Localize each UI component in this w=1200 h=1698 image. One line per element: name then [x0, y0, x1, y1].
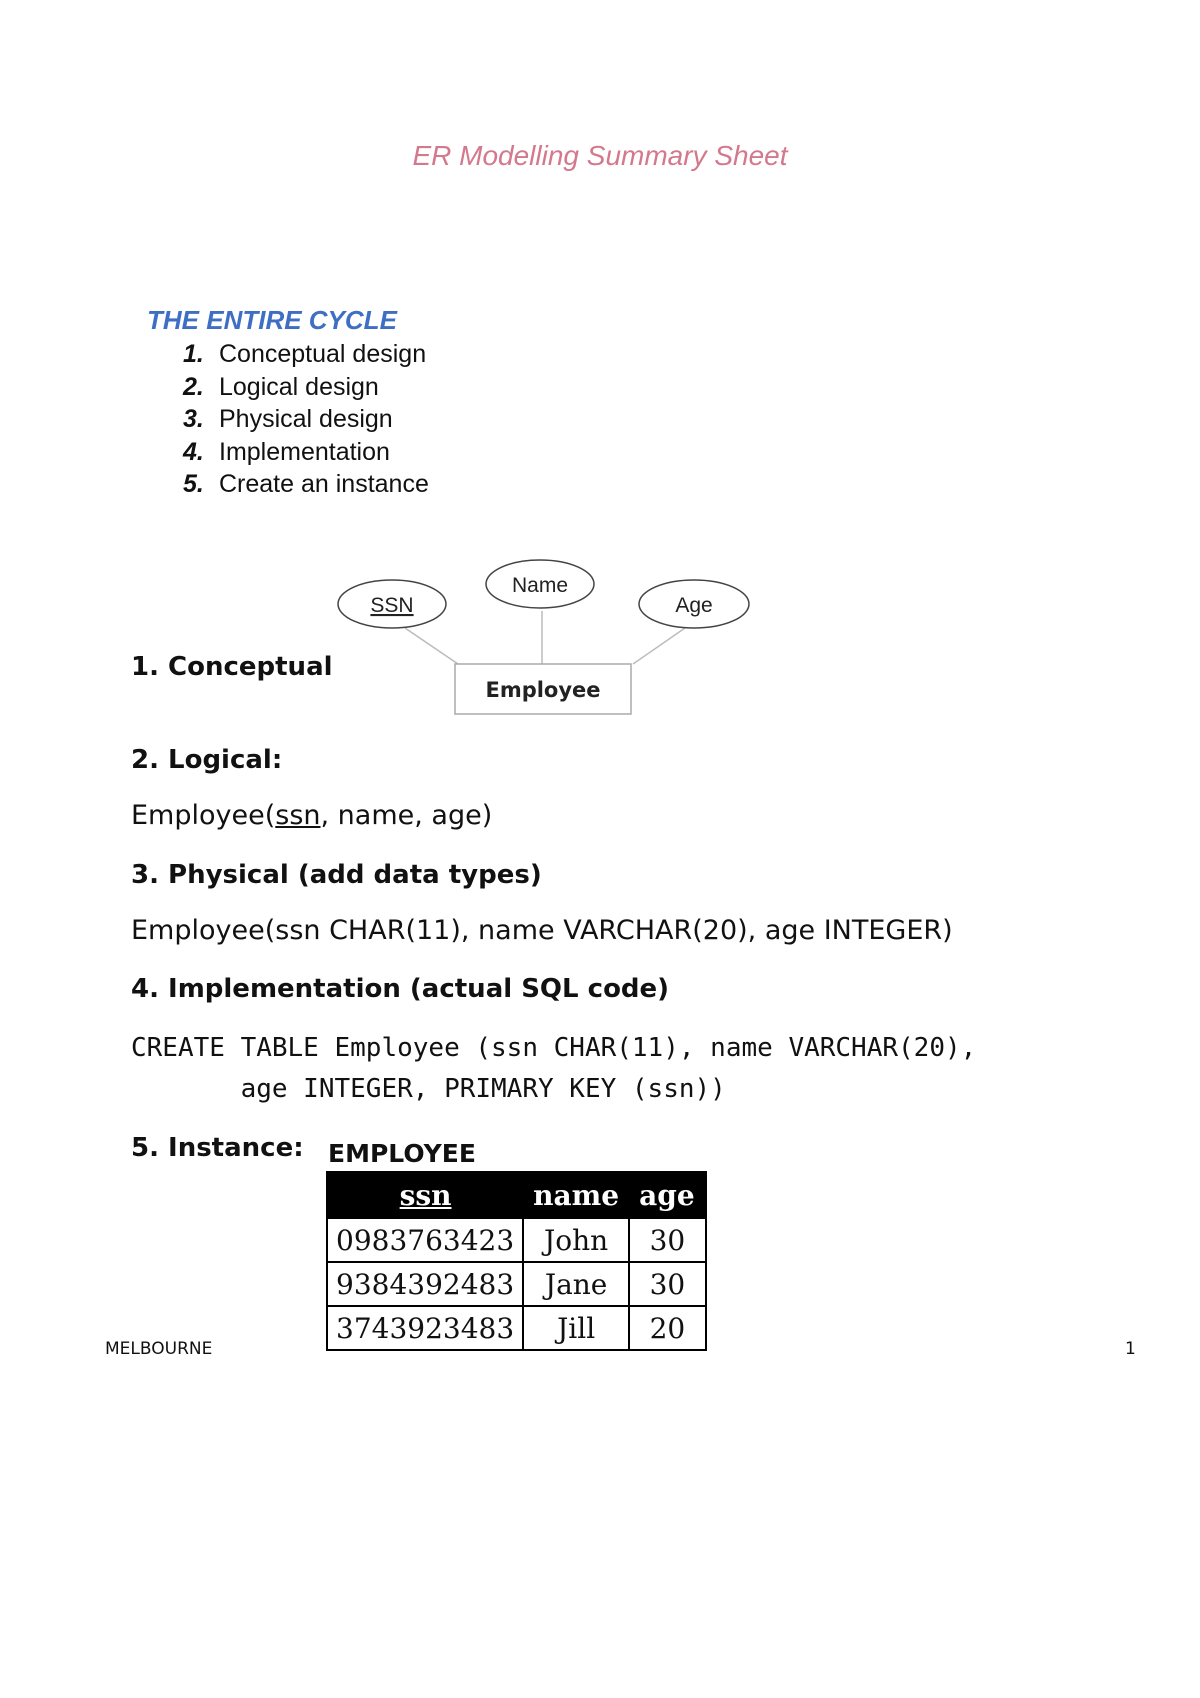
age-connector	[633, 628, 685, 664]
er-diagram	[330, 548, 770, 728]
ssn-attribute-label: SSN	[370, 594, 414, 617]
logical-prefix: Employee(	[131, 800, 276, 831]
table-header-row	[327, 1172, 706, 1218]
list-label: Physical design	[219, 405, 393, 433]
age-attribute-label: Age	[675, 594, 713, 617]
table-row	[327, 1262, 706, 1306]
logical-schema	[131, 800, 492, 831]
footer-left-text: MELBOURNE	[105, 1339, 213, 1359]
list-label: Create an instance	[219, 470, 429, 498]
employee-entity-label: Employee	[485, 678, 601, 702]
cell-name: Jill	[523, 1306, 629, 1350]
sql-code	[131, 1028, 976, 1110]
cell-ssn: 3743923483	[327, 1306, 523, 1350]
list-number: 5.	[183, 470, 204, 498]
list-item	[183, 371, 429, 404]
sql-line-1: CREATE TABLE Employee (ssn CHAR(11), name VARCHAR(20),	[131, 1033, 977, 1063]
instance-label: 5. Instance:	[131, 1133, 304, 1163]
sql-line-2: age INTEGER, PRIMARY KEY (ssn))	[131, 1074, 726, 1104]
list-label: Logical design	[219, 372, 379, 401]
logical-suffix: , name, age)	[320, 800, 493, 831]
list-number: 3.	[183, 405, 204, 433]
list-label: Implementation	[219, 437, 390, 466]
physical-label: 3. Physical (add data types)	[131, 860, 542, 890]
logical-key: ssn	[275, 800, 321, 831]
cycle-heading: THE ENTIRE CYCLE	[147, 305, 397, 335]
table-caption: EMPLOYEE	[328, 1139, 476, 1168]
logical-label: 2. Logical:	[131, 745, 283, 775]
physical-schema: Employee(ssn CHAR(11), name VARCHAR(20), age INTEGER)	[131, 915, 953, 946]
table-row	[327, 1218, 706, 1262]
column-header-age: age	[629, 1172, 706, 1218]
page-number: 1	[1125, 1339, 1136, 1359]
conceptual-label: 1. Conceptual	[131, 652, 333, 682]
page-title: ER Modelling Summary Sheet	[412, 140, 788, 171]
list-item	[183, 338, 429, 371]
list-item	[183, 436, 429, 469]
employee-table	[326, 1171, 707, 1351]
cell-age: 30	[629, 1218, 706, 1262]
table-row	[327, 1306, 706, 1350]
list-label: Conceptual design	[219, 340, 427, 368]
cell-name: Jane	[523, 1262, 629, 1306]
cell-age: 30	[629, 1262, 706, 1306]
cell-age: 20	[629, 1306, 706, 1350]
list-number: 1.	[183, 340, 204, 368]
cell-name: John	[523, 1218, 629, 1262]
cell-ssn: 9384392483	[327, 1262, 523, 1306]
name-attribute-label: Name	[511, 574, 569, 597]
ssn-connector	[405, 628, 458, 664]
cycle-list	[183, 338, 429, 501]
cell-ssn: 0983763423	[327, 1218, 523, 1262]
column-header-name: name	[523, 1172, 629, 1218]
implementation-label: 4. Implementation (actual SQL code)	[131, 974, 670, 1004]
list-number: 2.	[183, 372, 204, 401]
column-header-ssn: ssn	[327, 1172, 523, 1218]
list-item	[183, 403, 429, 436]
list-number: 4.	[183, 437, 204, 466]
list-item	[183, 468, 429, 501]
